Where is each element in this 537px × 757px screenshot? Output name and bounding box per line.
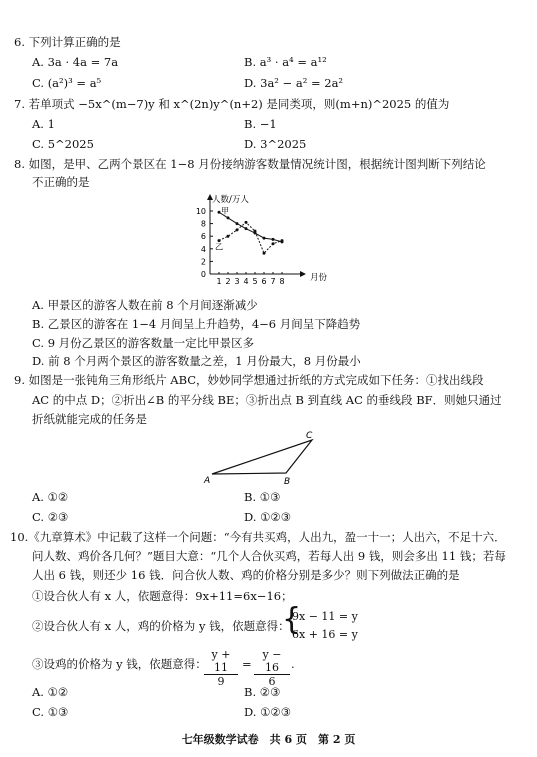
x-tick-label: 5 xyxy=(252,277,258,286)
q9-stem-line3: 折纸就能完成的任务是 xyxy=(32,412,147,426)
q8-option-d: D. 前 8 个月两个景区的游客数量之差，1 月份最大，8 月份最小 xyxy=(32,354,361,368)
q6-stem: 6. 下列计算正确的是 xyxy=(14,35,121,49)
vertex-label-c: C xyxy=(306,431,313,441)
series-line-2 xyxy=(219,222,282,253)
equals-sign: = xyxy=(242,657,252,671)
q6-option-a: A. 3a · 4a = 7a xyxy=(32,55,119,69)
series-2-point xyxy=(245,221,248,224)
q6-option-c: C. (a²)³ = a⁵ xyxy=(32,76,102,90)
triangle-abc-figure xyxy=(200,430,330,486)
q8-option-a: A. 甲景区的游客人数在前 8 个月间逐渐减少 xyxy=(32,298,258,312)
x-tick-label: 1 xyxy=(216,277,222,286)
y-axis-label: 人数/万人 xyxy=(212,195,249,205)
fraction-2-numerator: y − 16 xyxy=(254,648,290,675)
page-footer: 七年级数学试卷 共 6 页 第 2 页 xyxy=(181,733,356,746)
q10-choice-2-eq2: 6x + 16 = y xyxy=(292,628,358,641)
x-tick-label: 7 xyxy=(270,277,276,286)
series-2-point xyxy=(254,230,257,233)
tourist-line-chart xyxy=(190,190,340,294)
triangle-abc xyxy=(212,440,312,474)
q8-option-b: B. 乙景区的游客在 1−4 月间呈上升趋势，4−6 月间呈下降趋势 xyxy=(32,317,361,331)
q7-option-b: B. −1 xyxy=(244,117,277,131)
q6-option-b: B. a³ · a⁴ = a¹² xyxy=(244,55,327,69)
fraction-2 xyxy=(254,648,290,688)
system-brace: { xyxy=(282,602,302,637)
q6-option-d: D. 3a² − a² = 2a² xyxy=(244,76,344,90)
q8-option-c: C. 9 月份乙景区的游客数量一定比甲景区多 xyxy=(32,336,255,350)
q10-stem-line2: 问人数、鸡价各几何？”题目大意：“几个人合伙买鸡，若每人出 9 钱，则会多出 11 钱；若每 xyxy=(32,549,506,563)
q9-option-c: C. ②③ xyxy=(32,510,69,524)
q10-option-d: D. ①②③ xyxy=(244,705,292,719)
q7-stem: 7. 若单项式 −5x^(m−7)y 和 x^(2n)y^(n+2) 是同类项，则(m+n)^2025 的值为 xyxy=(14,97,450,111)
period: . xyxy=(291,657,295,671)
x-tick-label: 4 xyxy=(243,277,249,286)
x-tick-label: 8 xyxy=(279,277,285,286)
series-1-point xyxy=(245,227,248,230)
series-2-point xyxy=(272,242,275,245)
q7-option-d: D. 3^2025 xyxy=(244,137,307,151)
q10-option-c: C. ①③ xyxy=(32,705,69,719)
q10-option-a: A. ①② xyxy=(32,685,69,699)
y-tick-label: 10 xyxy=(195,207,206,216)
vertex-label-b: B xyxy=(284,477,291,486)
x-axis-label: 月份 xyxy=(310,273,328,283)
x-tick-label: 6 xyxy=(261,277,267,286)
q9-stem-line1: 9. 如图是一张钝角三角形纸片 ABC，妙妙同学想通过折纸的方式完成如下任务：①找出线段 xyxy=(14,373,484,387)
fraction-1-denominator: 9 xyxy=(217,675,225,688)
q10-stem-line1: 10.《九章算术》中记载了这样一个问题：“今有共买鸡，人出九，盈一十一；人出六，不足十六． xyxy=(10,530,506,544)
fraction-1-numerator: y + 11 xyxy=(204,648,238,675)
q9-option-d: D. ①②③ xyxy=(244,510,292,524)
q8-stem-line1: 8. 如图，是甲、乙两个景区在 1−8 月份接纳游客数量情况统计图，根据统计图判断下列结论 xyxy=(14,157,486,171)
fraction-1 xyxy=(204,648,238,688)
x-axis-arrow xyxy=(300,271,306,277)
q7-option-a: A. 1 xyxy=(32,117,55,131)
q10-choice-1: ①设合伙人有 x 人，依题意得：9x+11=6x−16； xyxy=(32,589,293,603)
vertex-label-a: A xyxy=(204,476,211,486)
q10-choice-2-eq1: 9x − 11 = y xyxy=(292,610,358,623)
q10-choice-3: ③设鸡的价格为 y 钱，依题意得： xyxy=(32,657,207,671)
q8-stem-line2: 不正确的是 xyxy=(32,175,90,189)
series-1-point xyxy=(263,237,266,240)
q10-stem-line3: 人出 6 钱，则还少 16 钱．问合伙人数、鸡的价格分别是多少？则下列做法正确的是 xyxy=(32,568,460,582)
y-tick-label: 8 xyxy=(200,219,206,229)
y-tick-label: 0 xyxy=(200,270,206,279)
series-1-point xyxy=(236,222,239,225)
q7-option-c: C. 5^2025 xyxy=(32,137,94,151)
series-2-point xyxy=(281,239,284,242)
series-2-point xyxy=(227,235,230,238)
x-tick-label: 3 xyxy=(234,277,240,286)
series-label-1: 甲 xyxy=(221,206,229,216)
q9-stem-line2: AC 的中点 D；②折出∠B 的平分线 BE；③折出点 B 到直线 AC 的垂线段 BF．则她只通过 xyxy=(32,393,502,407)
fraction-2-denominator: 6 xyxy=(268,675,276,688)
q9-option-b: B. ①③ xyxy=(244,490,281,504)
series-2-point xyxy=(236,228,239,231)
y-tick-label: 2 xyxy=(200,257,206,267)
series-label-2: 乙 xyxy=(215,242,223,252)
x-tick-label: 2 xyxy=(225,277,231,286)
y-tick-label: 4 xyxy=(200,244,206,254)
series-2-point xyxy=(263,252,266,255)
q10-choice-2: ②设合伙人有 x 人，鸡的价格为 y 钱，依题意得： xyxy=(32,619,290,633)
y-tick-label: 6 xyxy=(200,232,206,242)
series-1-point xyxy=(272,238,275,241)
q9-option-a: A. ①② xyxy=(32,490,69,504)
series-1-point xyxy=(227,216,230,219)
q10-option-b: B. ②③ xyxy=(244,685,281,699)
